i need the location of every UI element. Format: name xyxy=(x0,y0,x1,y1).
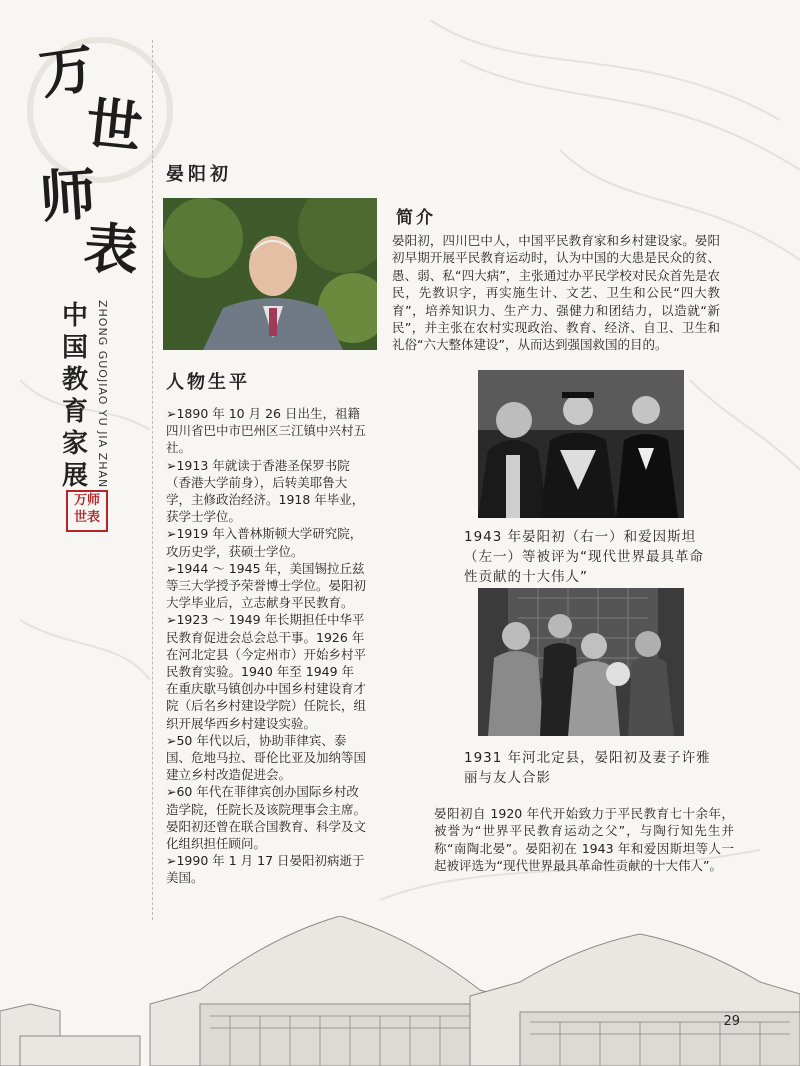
palace-illustration xyxy=(0,916,800,1066)
bio-item: ➢1919 年入普林斯顿大学研究院，攻历史学，获硕士学位。 xyxy=(166,526,363,559)
bio-item: ➢1890 年 10 月 26 日出生，祖籍四川省巴中市巴州区三江镇中兴村五社。 xyxy=(166,406,367,456)
divider-line xyxy=(152,40,153,920)
intro-text: 晏阳初，四川巴中人，中国平民教育家和乡村建设家。晏阳初早期开展平民教育运动时，认为中国的大患是民众的贫、愚、弱、私“四大病”，主张通过办平民学校对民众首先是农民，先教识字，再实施生计、文艺、卫生和公民“四大教育”，培养知识力、生产力、强健力和团结力，以造就“新民”，并主张在农村实现政治、教育、经济、自卫、卫生和礼俗“六大整体建设”，从而达到强国救国的目的。 xyxy=(392,233,720,353)
bio-item: ➢60 年代在菲律宾创办国际乡村改造学院，任院长及该院理事会主席。晏阳初还曾在联合国教育、科学及文化组织担任顾问。 xyxy=(166,784,367,852)
biography-list xyxy=(166,405,366,887)
closing-paragraph: 晏阳初自 1920 年代开始致力于平民教育七十余年，被誉为“世界平民教育运动之父”，与陶行知先生并称“南陶北晏”。晏阳初在 1943 年和爱因斯坦等人一起被评选为“现代世界最具革命性贡献的十大伟人”。 xyxy=(434,806,734,874)
page-number: 29 xyxy=(723,1014,740,1029)
bio-item: ➢50 年代以后，协助菲律宾、泰国、危地马拉、哥伦比亚及加纳等国建立乡村改造促进会。 xyxy=(166,732,367,783)
biography-heading: 人物生平 xyxy=(166,372,250,393)
bio-item: ➢1990 年 1 月 17 日晏阳初病逝于美国。 xyxy=(166,853,365,886)
intro-heading: 简介 xyxy=(396,208,436,228)
calligraphy-char-1: 万 xyxy=(35,35,99,107)
family-group-photo xyxy=(478,588,684,736)
person-name: 晏阳初 xyxy=(166,164,232,185)
bio-item: ➢1913 年就读于香港圣保罗书院（香港大学前身），后转美耶鲁大学，主修政治经济。1918 年毕业，获学士学位。 xyxy=(166,457,365,525)
portrait-photo xyxy=(163,198,377,350)
series-title: 中国教育家展 xyxy=(62,301,89,491)
calligraphy-char-2: 世 xyxy=(82,90,146,162)
photo-caption-1: 1943 年晏阳初（右一）和爱因斯坦（左一）等被评为“现代世界最具革命性贡献的十大伟人” xyxy=(464,529,704,585)
calligraphy-char-3: 师 xyxy=(37,161,99,231)
bio-item: ➢1944 ～ 1945 年，美国锡拉丘兹等三大学授予荣誉博士学位。晏阳初大学毕业后，立志献身平民教育。 xyxy=(166,560,367,611)
series-pinyin: ZHONG GUOJIAO YU JIA ZHAN xyxy=(96,300,109,489)
seal-stamp: 万师世表 xyxy=(66,490,108,532)
bio-item: ➢1923 ～ 1949 年长期担任中华平民教育促进会总会总干事。1926 年在河北定县（今定州市）开始乡村平民教育实验。1940 年至 1949 年在重庆歇马镇创办中国乡村建设育才院（后名乡村建设学院）任院长，组织开展华西乡村建设实验。 xyxy=(166,612,367,731)
calligraphy-char-4: 表 xyxy=(81,215,141,283)
photo-caption-2: 1931 年河北定县，晏阳初及妻子许雅丽与友人合影 xyxy=(464,750,711,786)
einstein-group-photo xyxy=(478,370,684,518)
